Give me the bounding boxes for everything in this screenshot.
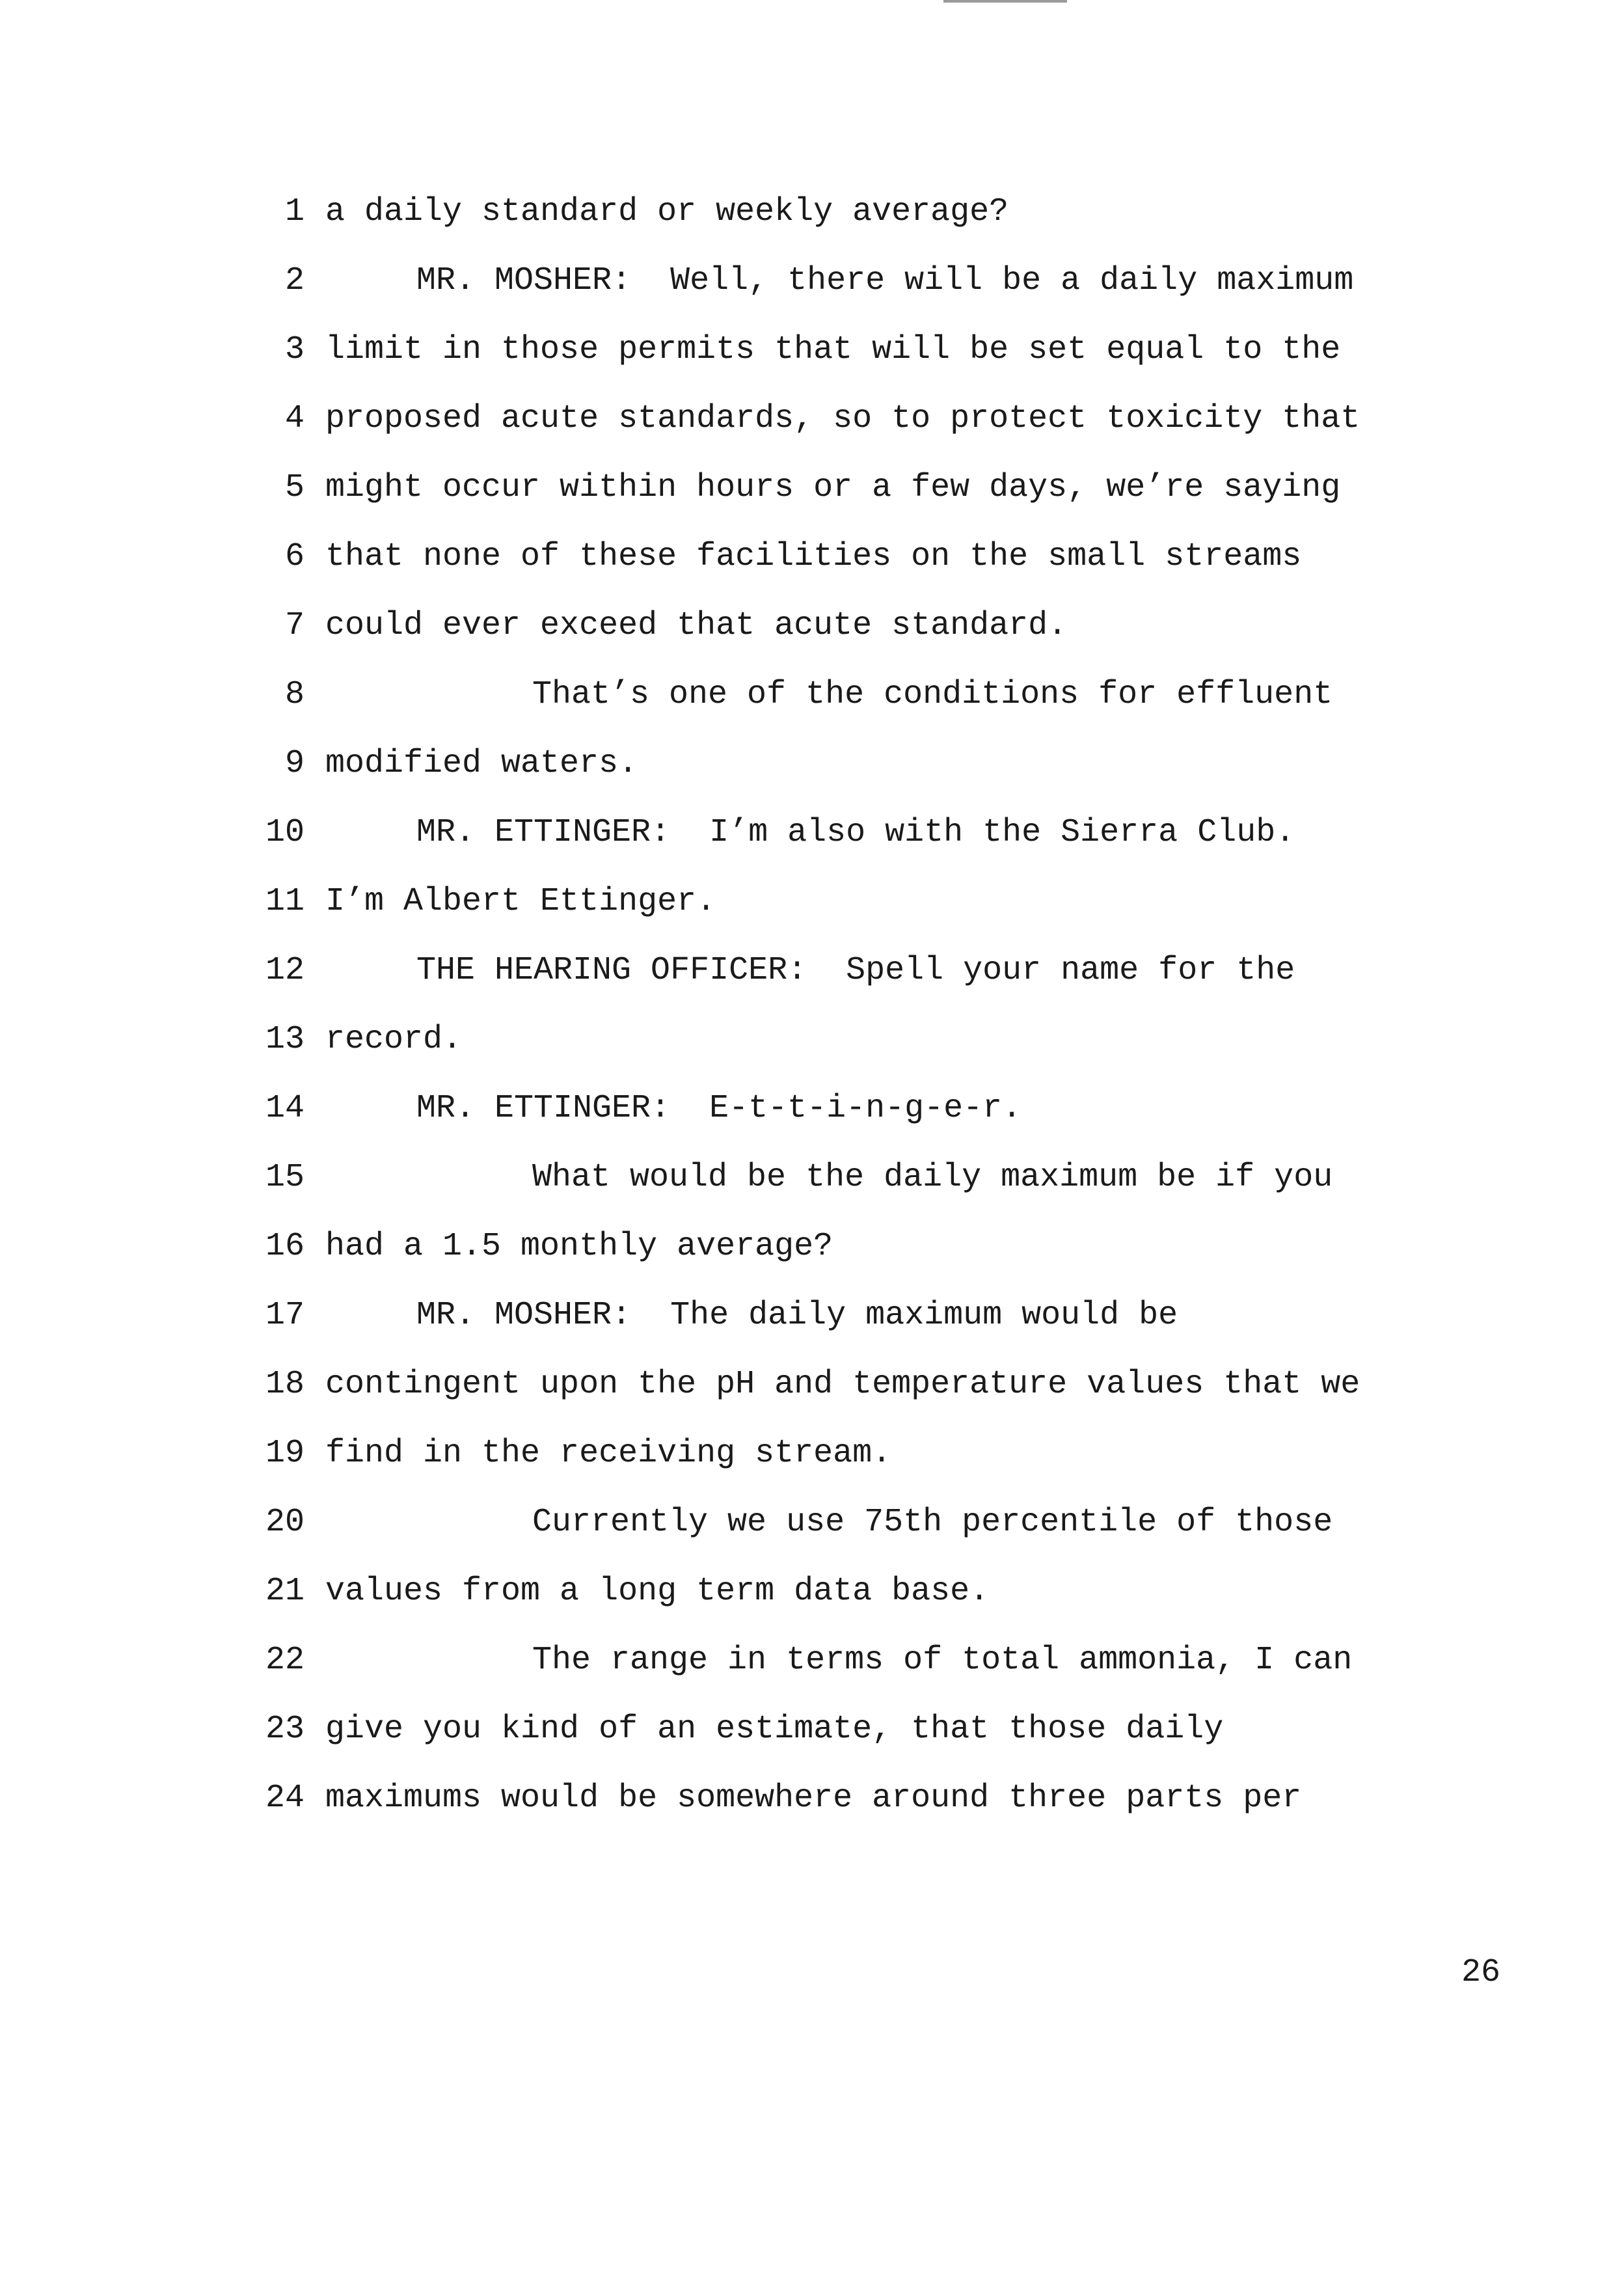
line-number: 5	[284, 469, 304, 506]
line-text: might occur within hours or a few days, we’re saying	[325, 469, 1341, 506]
line-number: 9	[284, 745, 304, 782]
transcript-line-5	[0, 462, 1624, 514]
transcript-line-16	[0, 1221, 1624, 1273]
transcript-line-7	[0, 600, 1624, 652]
transcript-line-21	[0, 1566, 1624, 1618]
line-text: That’s one of the conditions for effluent	[532, 676, 1333, 713]
line-text: I’m Albert Ettinger.	[325, 883, 716, 920]
line-number: 7	[284, 607, 304, 644]
line-text: MR. ETTINGER: I’m also with the Sierra Club.	[416, 814, 1295, 851]
line-number: 4	[284, 400, 304, 437]
line-number: 24	[265, 1780, 304, 1817]
line-number: 1	[284, 193, 304, 230]
transcript-line-1	[0, 186, 1624, 238]
line-text: Currently we use 75th percentile of those	[532, 1504, 1333, 1541]
line-text: record.	[325, 1021, 463, 1058]
transcript-line-13	[0, 1014, 1624, 1066]
transcript-line-12	[0, 945, 1624, 997]
line-number: 3	[284, 331, 304, 368]
transcript-line-11	[0, 876, 1624, 928]
line-number: 11	[265, 883, 304, 920]
line-text: MR. MOSHER: Well, there will be a daily maximum	[416, 262, 1354, 299]
transcript-line-10	[0, 807, 1624, 859]
line-text: MR. ETTINGER: E-t-t-i-n-g-e-r.	[416, 1090, 1022, 1127]
transcript-line-17	[0, 1290, 1624, 1342]
line-text: limit in those permits that will be set equal to the	[325, 331, 1341, 368]
transcript-line-6	[0, 531, 1624, 583]
transcript-line-15	[0, 1152, 1624, 1204]
line-text: proposed acute standards, so to protect toxicity that	[325, 400, 1360, 437]
transcript-line-14	[0, 1083, 1624, 1135]
line-number: 12	[265, 952, 304, 989]
line-text: The range in terms of total ammonia, I can	[532, 1642, 1353, 1679]
line-text: find in the receiving stream.	[325, 1435, 892, 1472]
line-number: 6	[284, 538, 304, 575]
line-text: THE HEARING OFFICER: Spell your name for the	[416, 952, 1295, 989]
transcript-line-2	[0, 255, 1624, 307]
transcript-line-19	[0, 1428, 1624, 1480]
line-number: 14	[265, 1090, 304, 1127]
line-number: 10	[265, 814, 304, 851]
transcript-line-23	[0, 1704, 1624, 1756]
line-text: MR. MOSHER: The daily maximum would be	[416, 1297, 1178, 1334]
line-number: 13	[265, 1021, 304, 1058]
line-number: 22	[265, 1642, 304, 1679]
transcript-line-24	[0, 1773, 1624, 1825]
line-text: maximums would be somewhere around three parts per	[325, 1780, 1302, 1817]
line-text: modified waters.	[325, 745, 638, 782]
transcript-line-18	[0, 1359, 1624, 1411]
transcript-line-20	[0, 1497, 1624, 1549]
line-text: What would be the daily maximum be if you	[532, 1159, 1333, 1196]
line-text: contingent upon the pH and temperature values that we	[325, 1366, 1360, 1403]
line-text: give you kind of an estimate, that those daily	[325, 1711, 1224, 1748]
line-number: 17	[265, 1297, 304, 1334]
page-number: 26	[1461, 1954, 1500, 1991]
line-number: 20	[265, 1504, 304, 1541]
line-number: 15	[265, 1159, 304, 1196]
line-text: that none of these facilities on the small streams	[325, 538, 1302, 575]
line-text: could ever exceed that acute standard.	[325, 607, 1068, 644]
line-number: 2	[284, 262, 304, 299]
line-text: a daily standard or weekly average?	[325, 193, 1009, 230]
transcript-line-4	[0, 393, 1624, 445]
line-number: 19	[265, 1435, 304, 1472]
transcript-line-22	[0, 1635, 1624, 1687]
line-number: 23	[265, 1711, 304, 1748]
line-number: 16	[265, 1228, 304, 1265]
transcript-line-3	[0, 324, 1624, 376]
line-number: 21	[265, 1573, 304, 1610]
transcript-line-8	[0, 669, 1624, 721]
transcript-line-9	[0, 738, 1624, 790]
line-text: had a 1.5 monthly average?	[325, 1228, 833, 1265]
line-text: values from a long term data base.	[325, 1573, 990, 1610]
line-number: 18	[265, 1366, 304, 1403]
line-number: 8	[284, 676, 304, 713]
